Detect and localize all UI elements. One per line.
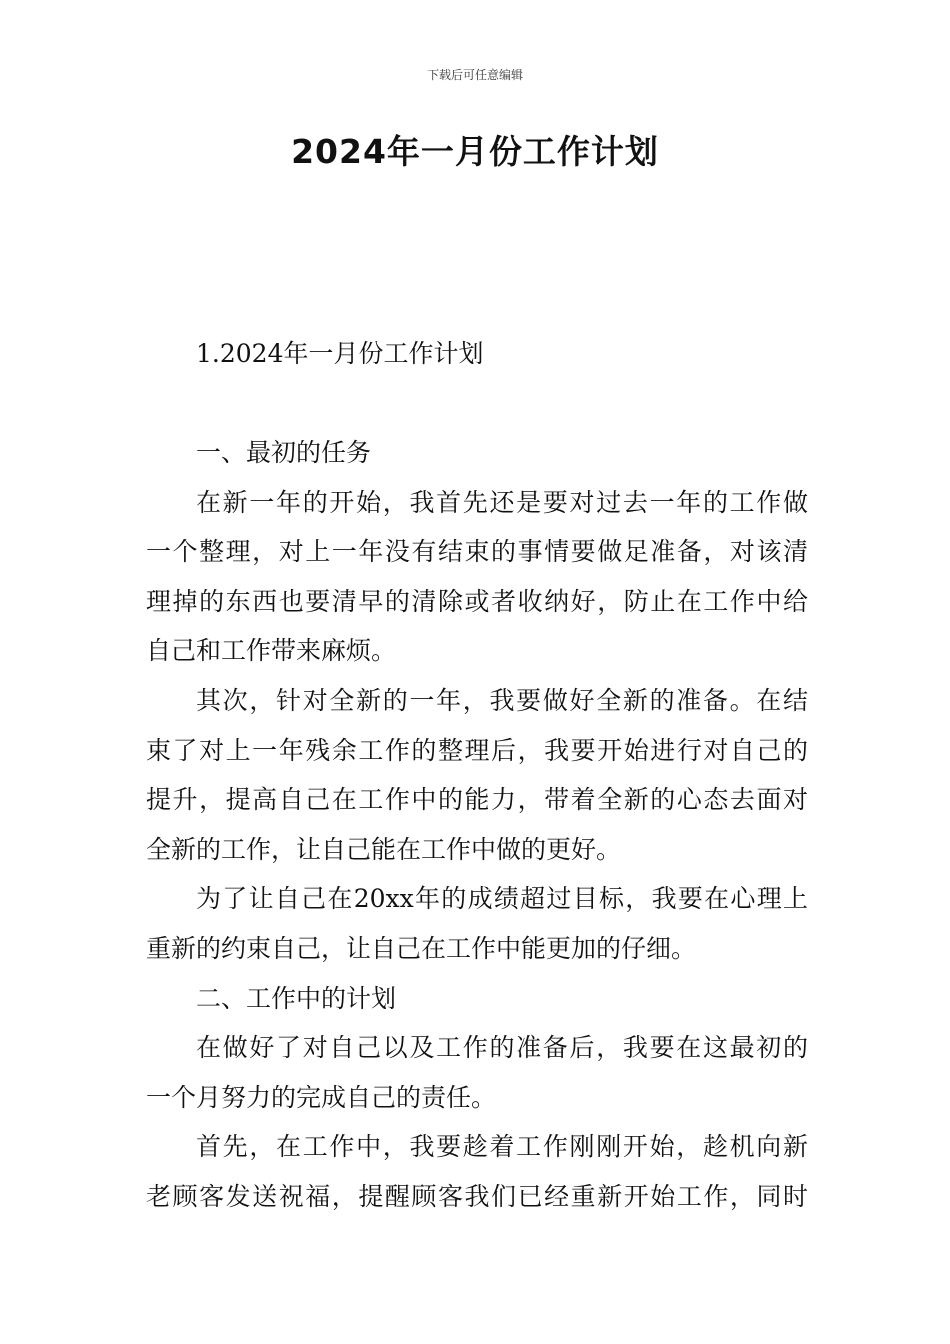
body-line: 为了让自己在20xx年的成绩超过目标，我要在心理上 <box>196 884 808 914</box>
body-line: 二、工作中的计划 <box>196 983 397 1013</box>
body-line: 在做好了对自己以及工作的准备后，我要在这最初的 <box>196 1033 808 1063</box>
body-line: 老顾客发送祝福，提醒顾客我们已经重新开始工作，同时 <box>146 1182 808 1211</box>
body-line: 重新的约束自己，让自己在工作中能更加的仔细。 <box>146 934 697 963</box>
body-line: 在新一年的开始，我首先还是要对过去一年的工作做 <box>196 487 808 517</box>
body-line: 首先，在工作中，我要趁着工作刚刚开始，趁机向新 <box>196 1132 808 1162</box>
body-line: 束了对上一年残余工作的整理后，我要开始进行对自己的 <box>146 735 808 765</box>
body-line: 全新的工作，让自己能在工作中做的更好。 <box>146 834 622 864</box>
document-title: 2024年一月份工作计划 <box>291 132 659 171</box>
body-line: 一个月努力的完成自己的责任。 <box>146 1082 497 1112</box>
body-line: 自己和工作带来麻烦。 <box>146 636 397 666</box>
body-line: 一个整理，对上一年没有结束的事情要做足准备，对该清 <box>146 537 808 567</box>
section-subtitle: 1.2024年一月份工作计划 <box>196 339 484 368</box>
body-line: 一、最初的任务 <box>196 438 372 467</box>
body-line: 理掉的东西也要清早的清除或者收纳好，防止在工作中给 <box>146 586 808 616</box>
body-line: 其次，针对全新的一年，我要做好全新的准备。在结 <box>196 686 808 715</box>
body-line: 提升，提高自己在工作中的能力，带着全新的心态去面对 <box>146 785 808 815</box>
header-note: 下载后可任意编辑 <box>426 68 523 82</box>
